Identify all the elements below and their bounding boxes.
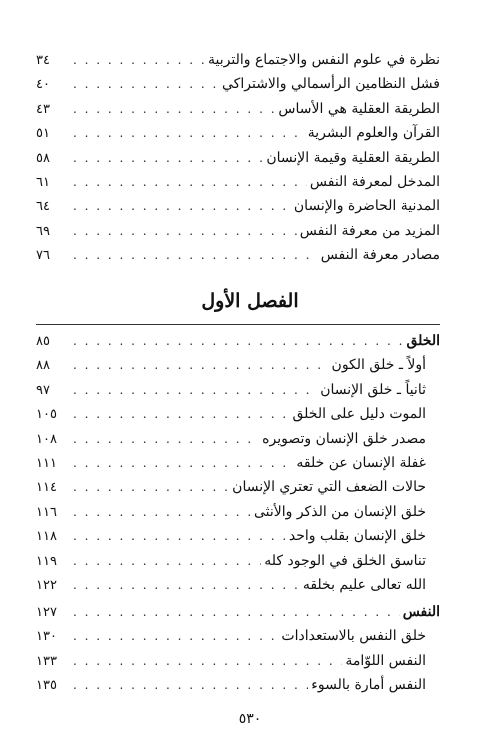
section-heading-page: ١٢٧ bbox=[36, 605, 57, 620]
toc-entry bbox=[36, 451, 440, 475]
toc-entry-page: ١١٦ bbox=[36, 504, 57, 520]
leader-dots bbox=[73, 194, 291, 218]
toc-entry-page: ١٠٨ bbox=[36, 431, 57, 447]
toc-entry bbox=[36, 378, 440, 402]
page-number: ٥٣٠ bbox=[238, 711, 262, 727]
toc-entry bbox=[36, 72, 440, 96]
section-heading-page: ٨٥ bbox=[36, 334, 50, 349]
toc-entry-title: ثانياً ـ خلق الإنسان bbox=[320, 381, 426, 398]
toc-entry bbox=[36, 121, 440, 145]
toc-entry-title: الموت دليل على الخلق bbox=[292, 406, 426, 423]
toc-entry-page: ٩٧ bbox=[36, 382, 50, 398]
toc-entry-page: ١٣٣ bbox=[36, 653, 57, 669]
chapter-divider bbox=[36, 324, 440, 325]
toc-entry bbox=[36, 649, 440, 673]
toc-entry-title: فشل النظامين الرأسمالي والاشتراكي bbox=[222, 76, 440, 93]
toc-entry bbox=[36, 353, 440, 377]
leader-dots bbox=[73, 500, 251, 524]
toc-entry-title: مصادر معرفة النفس bbox=[320, 247, 440, 264]
toc-entry-page: ٤٠ bbox=[36, 77, 50, 93]
toc-entry-title: خلق الإنسان بقلب واحد bbox=[288, 528, 426, 545]
section-heading-title: الخلق bbox=[406, 333, 440, 349]
toc-entry bbox=[36, 427, 440, 451]
toc-entry bbox=[36, 194, 440, 218]
leader-dots bbox=[73, 219, 297, 243]
toc-entry bbox=[36, 475, 440, 499]
toc-entry-page: ٦٩ bbox=[36, 223, 50, 239]
leader-dots bbox=[73, 475, 229, 499]
chapter-title: الفصل الأول bbox=[201, 290, 299, 312]
toc-entry-page: ١٠٥ bbox=[36, 407, 57, 423]
toc-entry-page: ٥١ bbox=[36, 126, 50, 142]
toc-entry-title: نظرة في علوم النفس والاجتماع والتربية bbox=[208, 52, 440, 68]
toc-entry-title: مصدر خلق الإنسان وتصويره bbox=[262, 430, 426, 447]
leader-dots bbox=[73, 329, 403, 353]
leader-dots bbox=[73, 170, 307, 194]
leader-dots bbox=[73, 524, 286, 548]
section-heading-title: النفس bbox=[402, 604, 440, 620]
toc-entry-title: الطريقة العقلية هي الأساس bbox=[278, 100, 440, 117]
toc-entry-page: ١١١ bbox=[36, 455, 57, 471]
toc-entry-title: النفس اللوّامة bbox=[345, 652, 426, 669]
section-heading bbox=[36, 600, 440, 624]
toc-entry-page: ٧٦ bbox=[36, 248, 50, 264]
toc-entry bbox=[36, 243, 440, 267]
toc-entry-title: المزيد من معرفة النفس bbox=[299, 222, 440, 239]
toc-entry bbox=[36, 170, 440, 194]
leader-dots bbox=[73, 97, 275, 121]
leader-dots bbox=[73, 624, 278, 648]
leader-dots bbox=[73, 549, 261, 573]
toc-entry-title: تناسق الخلق في الوجود كله bbox=[264, 552, 426, 569]
toc-entry-title: حالات الضعف التي تعتري الإنسان bbox=[232, 479, 426, 496]
toc-entry bbox=[36, 146, 440, 170]
toc-entry-page: ٦١ bbox=[36, 174, 50, 190]
leader-dots bbox=[73, 451, 293, 475]
leader-dots bbox=[73, 673, 308, 697]
leader-dots bbox=[73, 48, 205, 72]
toc-entry bbox=[36, 573, 440, 597]
toc-entry bbox=[36, 624, 440, 648]
section-heading bbox=[36, 329, 440, 353]
toc-section-soul bbox=[36, 600, 440, 698]
toc-entry-title: خلق الإنسان من الذكر والأنثى bbox=[253, 503, 426, 520]
leader-dots bbox=[73, 72, 219, 96]
leader-dots bbox=[73, 573, 300, 597]
leader-dots bbox=[73, 146, 263, 170]
toc-entry-page: ٣٤ bbox=[36, 53, 50, 68]
toc-entry-title: الله تعالى عليم بخلقه bbox=[302, 576, 426, 593]
leader-dots bbox=[73, 378, 317, 402]
toc-entry-title: المدخل لمعرفة النفس bbox=[309, 173, 440, 190]
toc-entry bbox=[36, 97, 440, 121]
toc-entry-page: ١١٤ bbox=[36, 480, 57, 496]
toc-entry bbox=[36, 673, 440, 697]
toc-entry-page: ١١٩ bbox=[36, 553, 57, 569]
toc-entry bbox=[36, 500, 440, 524]
leader-dots bbox=[73, 243, 318, 267]
toc-entry-page: ١٢٢ bbox=[36, 577, 57, 593]
toc-entry-page: ١١٨ bbox=[36, 529, 57, 545]
toc-entry-page: ١٣٠ bbox=[36, 629, 57, 645]
toc-entry-title: المدنية الحاضرة والإنسان bbox=[293, 198, 440, 215]
toc-top-list bbox=[36, 48, 440, 268]
toc-entry-title: غفلة الإنسان عن خلقه bbox=[296, 454, 426, 471]
toc-section-creation bbox=[36, 329, 440, 597]
leader-dots bbox=[73, 600, 400, 624]
toc-entry bbox=[36, 48, 440, 72]
leader-dots bbox=[73, 121, 305, 145]
toc-entry-title: أولاً ـ خلق الكون bbox=[331, 357, 426, 374]
toc-entry-title: القرآن والعلوم البشرية bbox=[307, 125, 440, 142]
toc-entry-title: خلق النفس بالاستعدادات bbox=[281, 628, 426, 645]
toc-entry-page: ٨٨ bbox=[36, 358, 50, 374]
toc-entry-page: ٦٤ bbox=[36, 199, 50, 215]
toc-entry bbox=[36, 219, 440, 243]
leader-dots bbox=[73, 353, 329, 377]
toc-entry-page: ١٣٥ bbox=[36, 678, 57, 694]
toc-entry-title: النفس أمارة بالسوء bbox=[311, 677, 426, 694]
toc-entry-page: ٤٣ bbox=[36, 101, 50, 117]
toc-entry bbox=[36, 549, 440, 573]
leader-dots bbox=[73, 402, 290, 426]
toc-entry bbox=[36, 524, 440, 548]
toc-entry-title: الطريقة العقلية وقيمة الإنسان bbox=[266, 149, 440, 166]
leader-dots bbox=[73, 649, 342, 673]
toc-entry bbox=[36, 402, 440, 426]
leader-dots bbox=[73, 427, 259, 451]
toc-entry-page: ٥٨ bbox=[36, 150, 50, 166]
